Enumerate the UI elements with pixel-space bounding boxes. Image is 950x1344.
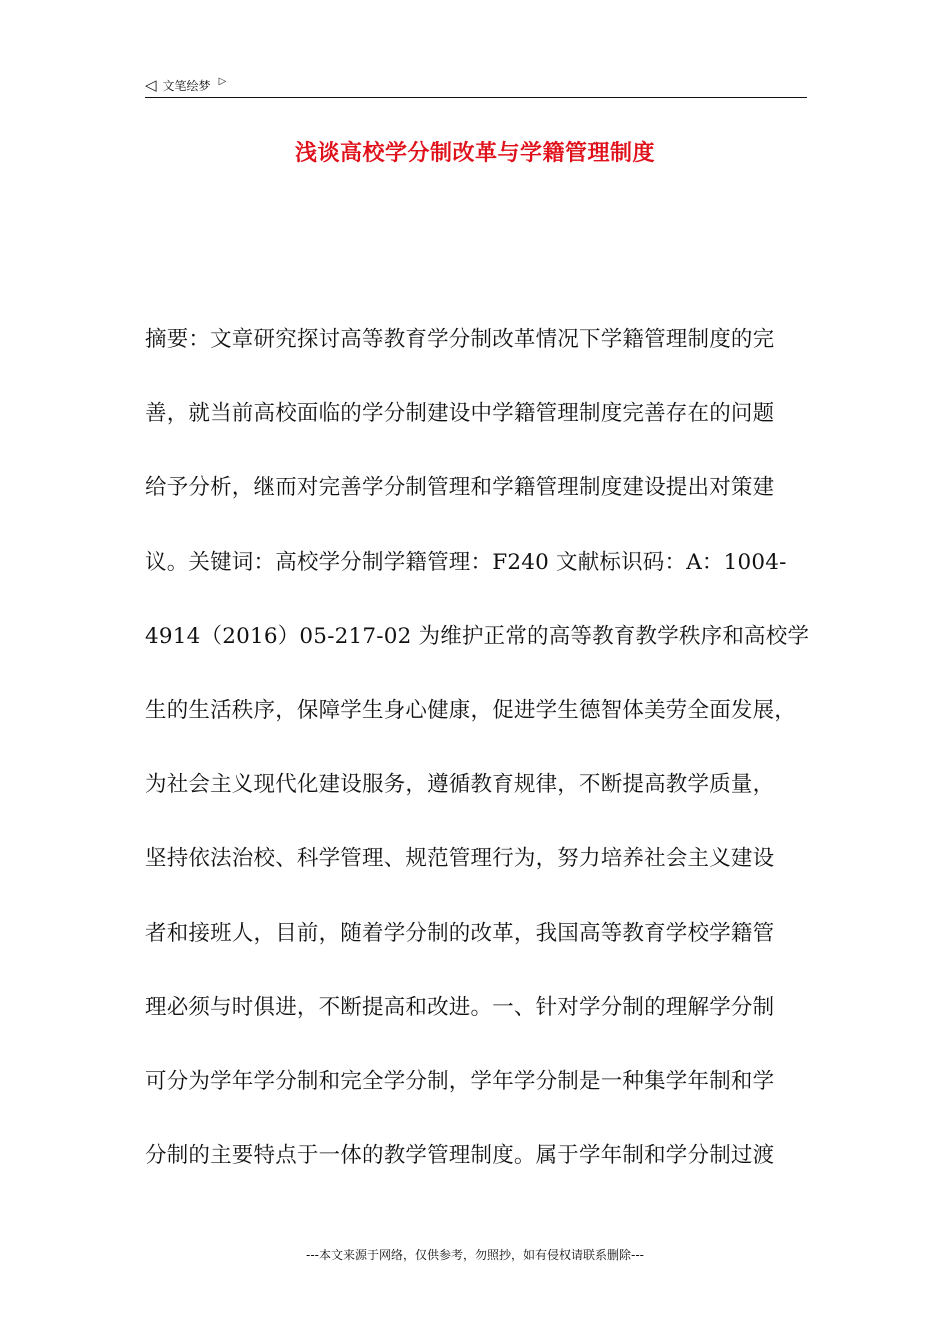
body-line: 议。关键词：高校学分制学籍管理：F240 文献标识码：A：1004- bbox=[145, 549, 787, 575]
page-header bbox=[145, 74, 807, 96]
body-line: 摘要：文章研究探讨高等教育学分制改革情况下学籍管理制度的完 bbox=[145, 327, 775, 352]
right-triangle-icon: ▷ bbox=[218, 76, 227, 87]
header-text: 文笔绘梦 bbox=[162, 78, 211, 93]
body-line: 理必须与时俱进，不断提高和改进。一、针对学分制的理解学分制 bbox=[145, 994, 775, 1020]
body-line: 坚持依法治校、科学管理、规范管理行为，努力培养社会主义建设 bbox=[145, 846, 775, 872]
body-line: 生的生活秩序，保障学生身心健康，促进学生德智体美劳全面发展， bbox=[145, 697, 797, 723]
body-line: 4914（2016）05-217-02 为维护正常的高等教育教学秩序和高校学 bbox=[145, 623, 810, 649]
header-divider bbox=[145, 97, 807, 98]
body-line: 善，就当前高校面临的学分制建设中学籍管理制度完善存在的问题 bbox=[145, 401, 775, 427]
page-footer: ---本文来源于网络，仅供参考，勿照抄，如有侵权请联系删除--- bbox=[306, 1248, 644, 1262]
document-body bbox=[145, 318, 810, 1208]
body-line: 者和接班人，目前，随着学分制的改革，我国高等教育学校学籍管 bbox=[145, 920, 775, 946]
body-line: 可分为学年学分制和完全学分制，学年学分制是一种集学年制和学 bbox=[145, 1068, 775, 1094]
left-triangle-icon: ◁ bbox=[145, 75, 157, 94]
body-line: 给予分析，继而对完善学分制管理和学籍管理制度建设提出对策建 bbox=[145, 475, 775, 501]
body-line: 分制的主要特点于一体的教学管理制度。属于学年制和学分制过渡 bbox=[145, 1143, 775, 1169]
body-line: 为社会主义现代化建设服务，遵循教育规律，不断提高教学质量， bbox=[145, 772, 775, 798]
document-title: 浅谈高校学分制改革与学籍管理制度 bbox=[294, 141, 655, 166]
